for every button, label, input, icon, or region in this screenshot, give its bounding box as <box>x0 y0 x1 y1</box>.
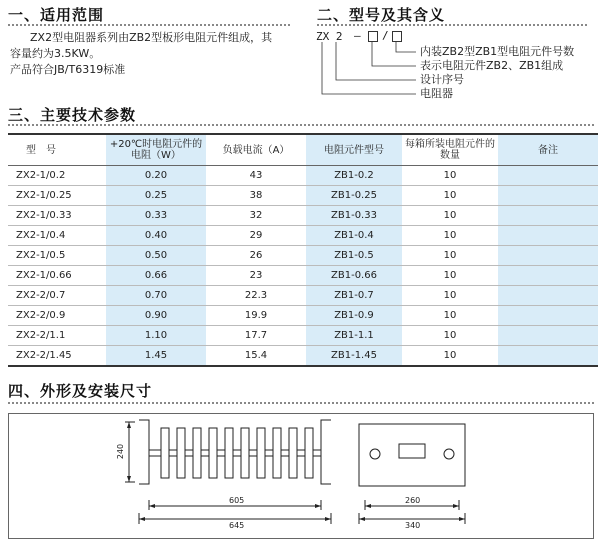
cell-current: 23 <box>206 266 306 286</box>
cell-resistance: 0.40 <box>106 226 206 246</box>
model-code-diagram <box>312 28 597 108</box>
cell-resistance: 0.25 <box>106 186 206 206</box>
cell-resistance: 0.33 <box>106 206 206 226</box>
resistor-fin <box>225 428 233 478</box>
table-row <box>8 306 598 326</box>
dim-inner-width: 260 <box>405 496 421 505</box>
cell-remark <box>498 326 598 346</box>
cell-quantity: 10 <box>402 266 498 286</box>
resistor-fin <box>289 428 297 478</box>
cell-model: ZX2-2/0.9 <box>8 306 106 326</box>
cell-model: ZX2-1/0.66 <box>8 266 106 286</box>
resistor-fin <box>193 428 201 478</box>
resistor-fin <box>273 428 281 478</box>
col-resistance: +20℃时电阻元件的电阻（W） <box>106 134 206 166</box>
cell-resistance: 0.90 <box>106 306 206 326</box>
resistor-fin <box>209 428 217 478</box>
cell-quantity: 10 <box>402 306 498 326</box>
table-row <box>8 346 598 367</box>
params-table-header <box>8 134 598 166</box>
scope-title-underline <box>8 24 290 26</box>
resistor-fin <box>257 428 265 478</box>
dims-title-underline <box>8 402 594 404</box>
col-remark: 备注 <box>498 134 598 166</box>
cell-current: 26 <box>206 246 306 266</box>
cell-quantity: 10 <box>402 286 498 306</box>
cell-model: ZX2-1/0.4 <box>8 226 106 246</box>
cell-current: 43 <box>206 166 306 186</box>
table-row <box>8 246 598 266</box>
cell-element-type: ZB1-0.66 <box>306 266 402 286</box>
cell-resistance: 1.45 <box>106 346 206 367</box>
cell-quantity: 10 <box>402 326 498 346</box>
scope-line-1: ZX2型电阻器系列由ZB2型板形电阻元件组成，其 <box>30 31 273 44</box>
table-row <box>8 286 598 306</box>
cell-resistance: 0.20 <box>106 166 206 186</box>
cell-current: 15.4 <box>206 346 306 367</box>
cell-remark <box>498 166 598 186</box>
cell-current: 38 <box>206 186 306 206</box>
cell-element-type: ZB1-1.1 <box>306 326 402 346</box>
dim-height: 240 <box>116 443 126 460</box>
model-legend-2: 表示电阻元件ZB2、ZB1组成 <box>420 59 564 72</box>
resistor-front-view <box>9 414 595 540</box>
cell-model: ZX2-1/0.33 <box>8 206 106 226</box>
cell-remark <box>498 246 598 266</box>
cell-element-type: ZB1-0.4 <box>306 226 402 246</box>
cell-model: ZX2-2/1.1 <box>8 326 106 346</box>
cell-quantity: 10 <box>402 226 498 246</box>
table-row <box>8 206 598 226</box>
scope-line-2: 容量约为3.5KW。 <box>10 47 101 60</box>
table-row <box>8 266 598 286</box>
col-element-type: 电阻元件型号 <box>306 134 402 166</box>
cell-current: 17.7 <box>206 326 306 346</box>
cell-element-type: ZB1-0.5 <box>306 246 402 266</box>
cell-model: ZX2-1/0.25 <box>8 186 106 206</box>
resistor-fin <box>161 428 169 478</box>
cell-current: 32 <box>206 206 306 226</box>
params-title-underline <box>8 124 594 126</box>
cell-element-type: ZB1-0.33 <box>306 206 402 226</box>
cell-resistance: 0.50 <box>106 246 206 266</box>
cell-element-type: ZB1-1.45 <box>306 346 402 367</box>
cell-current: 29 <box>206 226 306 246</box>
cell-remark <box>498 306 598 326</box>
model-title-underline <box>317 24 587 26</box>
cell-model: ZX2-1/0.5 <box>8 246 106 266</box>
table-row <box>8 226 598 246</box>
model-code-dash: — <box>354 29 361 42</box>
cell-model: ZX2-2/0.7 <box>8 286 106 306</box>
resistor-fin <box>241 428 249 478</box>
table-row <box>8 186 598 206</box>
cell-resistance: 0.66 <box>106 266 206 286</box>
cell-remark <box>498 226 598 246</box>
col-model: 型 号 <box>8 134 106 166</box>
dim-outer-length: 645 <box>229 521 245 530</box>
dim-inner-length: 605 <box>229 496 245 505</box>
cell-quantity: 10 <box>402 166 498 186</box>
cell-element-type: ZB1-0.2 <box>306 166 402 186</box>
params-table <box>8 133 598 367</box>
table-row <box>8 326 598 346</box>
cell-quantity: 10 <box>402 206 498 226</box>
cell-resistance: 0.70 <box>106 286 206 306</box>
params-title: 三、主要技术参数 <box>8 106 137 124</box>
model-legend-1: 内装ZB2型ZB1型电阻元件号数 <box>420 45 575 58</box>
col-current: 负载电流（A） <box>206 134 306 166</box>
table-row <box>8 166 598 186</box>
scope-title: 一、适用范围 <box>8 6 105 24</box>
cell-remark <box>498 266 598 286</box>
resistor-fin <box>177 428 185 478</box>
cell-remark <box>498 346 598 367</box>
cell-quantity: 10 <box>402 246 498 266</box>
dim-outer-width: 340 <box>405 521 421 530</box>
scope-line-3: 产品符合JB/T6319标准 <box>10 63 126 76</box>
model-code-slash: / <box>382 29 389 42</box>
cell-element-type: ZB1-0.9 <box>306 306 402 326</box>
cell-remark <box>498 206 598 226</box>
cell-element-type: ZB1-0.25 <box>306 186 402 206</box>
cell-model: ZX2-1/0.2 <box>8 166 106 186</box>
cell-remark <box>498 286 598 306</box>
col-quantity: 每箱所装电阻元件的数量 <box>402 134 498 166</box>
model-legend-3: 设计序号 <box>420 73 464 86</box>
cell-remark <box>498 186 598 206</box>
cell-resistance: 1.10 <box>106 326 206 346</box>
cell-quantity: 10 <box>402 346 498 367</box>
cell-model: ZX2-2/1.45 <box>8 346 106 367</box>
cell-current: 19.9 <box>206 306 306 326</box>
dims-title: 四、外形及安装尺寸 <box>8 382 153 400</box>
cell-current: 22.3 <box>206 286 306 306</box>
cell-quantity: 10 <box>402 186 498 206</box>
resistor-fin <box>305 428 313 478</box>
dims-drawing-frame <box>8 413 594 539</box>
model-code-prefix: ZX 2 <box>316 30 343 43</box>
cell-element-type: ZB1-0.7 <box>306 286 402 306</box>
model-legend-4: 电阻器 <box>420 87 453 100</box>
model-title: 二、型号及其含义 <box>317 6 446 24</box>
